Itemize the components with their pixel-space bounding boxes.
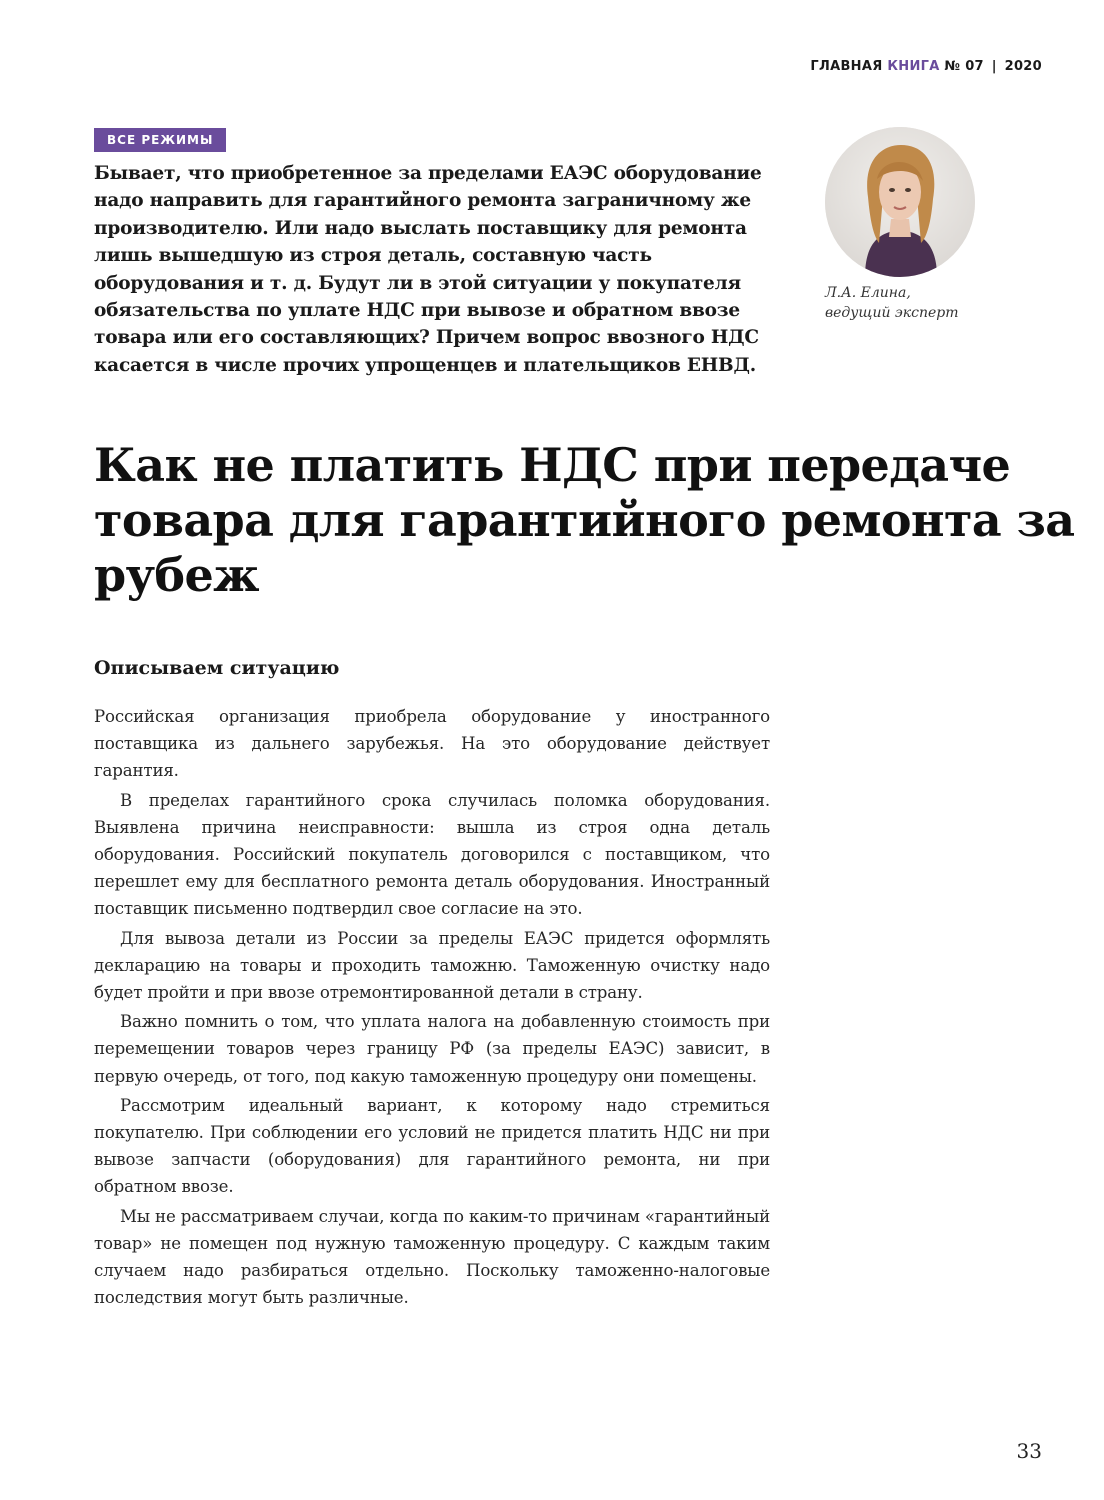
author-role: ведущий эксперт xyxy=(825,305,959,321)
article-title: Как не платить НДС при передаче товара для гарантийного ремонта за рубеж xyxy=(94,438,1075,602)
author-caption xyxy=(825,283,959,323)
author-name: Л.А. Елина, xyxy=(825,285,911,301)
lead-paragraph: Бывает, что приобретенное за пределами ЕАЭС оборудование надо направить для гарантийного ремонта заграничному же производителю. Или надо выслать поставщику для ремонта лишь вышедшую из строя деталь, составную часть оборудования и т. д. Будут ли в этой ситуации у покупателя обязательства по уплате НДС при вывозе и обратном ввозе товара или его составляющих? Причем вопрос ввозного НДС касается в числе прочих упрощенцев и плательщиков ЕНВД. xyxy=(94,163,762,376)
masthead-brand-accent: КНИГА xyxy=(887,59,940,74)
page-number: 33 xyxy=(1016,1439,1042,1463)
category-tag: ВСЕ РЕЖИМЫ xyxy=(94,128,226,152)
body-paragraph: Российская организация приобрела оборудование у иностранного поставщика из дальнего зарубежья. На это оборудование действует гарантия. xyxy=(94,707,770,781)
body-paragraph: Для вывоза детали из России за пределы ЕАЭС придется оформлять декларацию на товары и проходить таможню. Таможенную очистку надо будет пройти и при ввозе отремонтированной детали в страну. xyxy=(94,928,770,1003)
masthead-issue: № 07 xyxy=(944,59,984,74)
masthead-separator: | xyxy=(991,59,997,74)
body-paragraph: Рассмотрим идеальный вариант, к которому надо стремиться покупателю. При соблюдении его условий не придется платить НДС ни при вывозе запчасти (оборудования) для гарантийного ремонта, ни при обратном ввозе. xyxy=(94,1095,770,1197)
section-heading: Описываем ситуацию xyxy=(94,657,340,679)
masthead xyxy=(810,59,1042,74)
body-paragraph: Мы не рассматриваем случаи, когда по каким-то причинам «гарантийный товар» не помещен под нужную таможенную процедуру. С каждым таким случаем надо разбираться отдельно. Поскольку таможенно-налоговые последствия могут быть различные. xyxy=(94,1206,770,1308)
author-photo xyxy=(825,127,975,277)
masthead-year: 2020 xyxy=(1004,59,1042,74)
masthead-brand-main: ГЛАВНАЯ xyxy=(810,59,883,74)
body-paragraph: В пределах гарантийного срока случилась поломка оборудования. Выявлена причина неисправности: вышла из строя одна деталь оборудования. Российский покупатель договорился с поставщиком, что перешлет ему для бесплатного ремонта деталь оборудования. Иностранный поставщик письменно подтвердил свое согласие на это. xyxy=(94,790,770,919)
body-paragraph: Важно помнить о том, что уплата налога на добавленную стоимость при перемещении товаров через границу РФ (за пределы ЕАЭС) зависит, в первую очередь, от того, под какую таможенную процедуру они помещены. xyxy=(94,1012,770,1086)
article-body xyxy=(94,703,770,1313)
